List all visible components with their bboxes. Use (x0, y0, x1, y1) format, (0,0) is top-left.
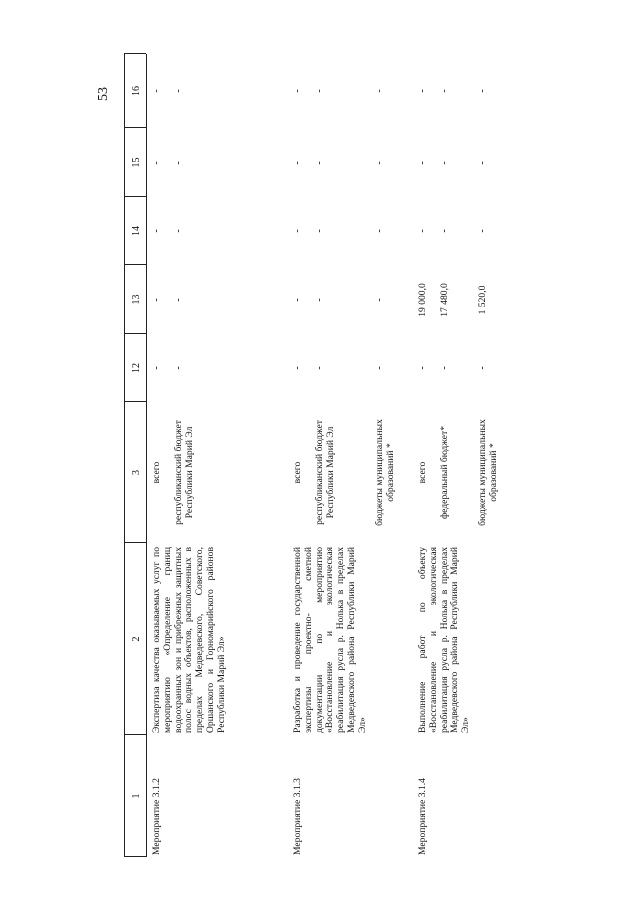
row-description: Экспертиза качества оказываемых услуг по мероприятию «Определение границ водоохранных зон и прибрежных защитных полос водных объектов, расположенных в пределах Медведевского, Советского, Оршанского и Горномарийского районов Республики Марий Эл» (151, 547, 227, 733)
value-cell: - (314, 161, 325, 165)
source-name: федеральный бюджет* (439, 425, 450, 520)
header-col-3: 3 (131, 470, 142, 475)
value-cell: - (151, 298, 162, 302)
value-cell: 17 480,0 (439, 283, 450, 317)
value-cell: - (292, 229, 303, 233)
value-cell: - (477, 89, 488, 93)
value-cell: - (417, 161, 428, 165)
page-number: 53 (96, 87, 111, 101)
value-cell: - (292, 366, 303, 370)
value-cell: - (477, 229, 488, 233)
row-id: Мероприятие 3.1.4 (417, 778, 428, 855)
value-cell: - (173, 229, 184, 233)
row-id: Мероприятие 3.1.3 (292, 778, 303, 855)
header-col-13: 13 (131, 294, 142, 305)
source-name: всего (151, 461, 162, 484)
value-cell: - (292, 89, 303, 93)
header-col-14: 14 (131, 226, 142, 236)
value-cell: - (374, 161, 385, 165)
source-name: бюджеты муниципальных образований * (477, 419, 499, 526)
value-cell: - (151, 229, 162, 233)
value-cell: - (292, 161, 303, 165)
value-cell: - (314, 298, 325, 302)
value-cell: 19 000,0 (417, 283, 428, 317)
row-id: Мероприятие 3.1.2 (151, 778, 162, 855)
header-col-12: 12 (131, 363, 142, 373)
header-col-15: 15 (131, 157, 142, 168)
rotated-page (0, 41, 640, 901)
value-cell: - (374, 366, 385, 370)
value-cell: - (173, 298, 184, 302)
value-cell: - (173, 366, 184, 370)
value-cell: - (314, 229, 325, 233)
value-cell: - (151, 161, 162, 165)
source-name: бюджеты муниципальных образований * (374, 419, 396, 526)
value-cell: - (314, 89, 325, 93)
value-cell: 1 520,0 (477, 285, 488, 315)
value-cell: - (477, 366, 488, 370)
value-cell: - (439, 229, 450, 233)
header-bottom-border (146, 54, 147, 857)
value-cell: - (292, 298, 303, 302)
value-cell: - (151, 366, 162, 370)
source-name: всего (417, 461, 428, 484)
value-cell: - (374, 298, 385, 302)
table-top-border (124, 54, 125, 857)
value-cell: - (439, 89, 450, 93)
value-cell: - (477, 161, 488, 165)
source-name: республиканский бюджет Республики Марий Эл (314, 420, 336, 525)
value-cell: - (439, 161, 450, 165)
value-cell: - (417, 229, 428, 233)
value-cell: - (374, 229, 385, 233)
value-cell: - (173, 89, 184, 93)
value-cell: - (151, 89, 162, 93)
value-cell: - (417, 366, 428, 370)
value-cell: - (314, 366, 325, 370)
value-cell: - (374, 89, 385, 93)
row-description: Разработка и проведение государственной экспертизы проектно- сметной документации по мероприятию «Восстановление и экологическая реабилитация русла р. Нолька в пределах Медведевского района Республики Марий Эл» (292, 547, 368, 733)
value-cell: - (173, 161, 184, 165)
source-name: всего (292, 461, 303, 484)
value-cell: - (417, 89, 428, 93)
header-col-2: 2 (131, 636, 142, 642)
header-col-1: 1 (131, 793, 142, 799)
row-description: Выполнение работ по объекту «Восстановление и экологическая реабилитация русла р. Нолька в пределах Медведевского района Республики Марий Эл» (417, 547, 472, 733)
source-name: республиканский бюджет Республики Марий Эл (173, 420, 195, 525)
value-cell: - (439, 366, 450, 370)
header-col-16: 16 (131, 86, 142, 96)
